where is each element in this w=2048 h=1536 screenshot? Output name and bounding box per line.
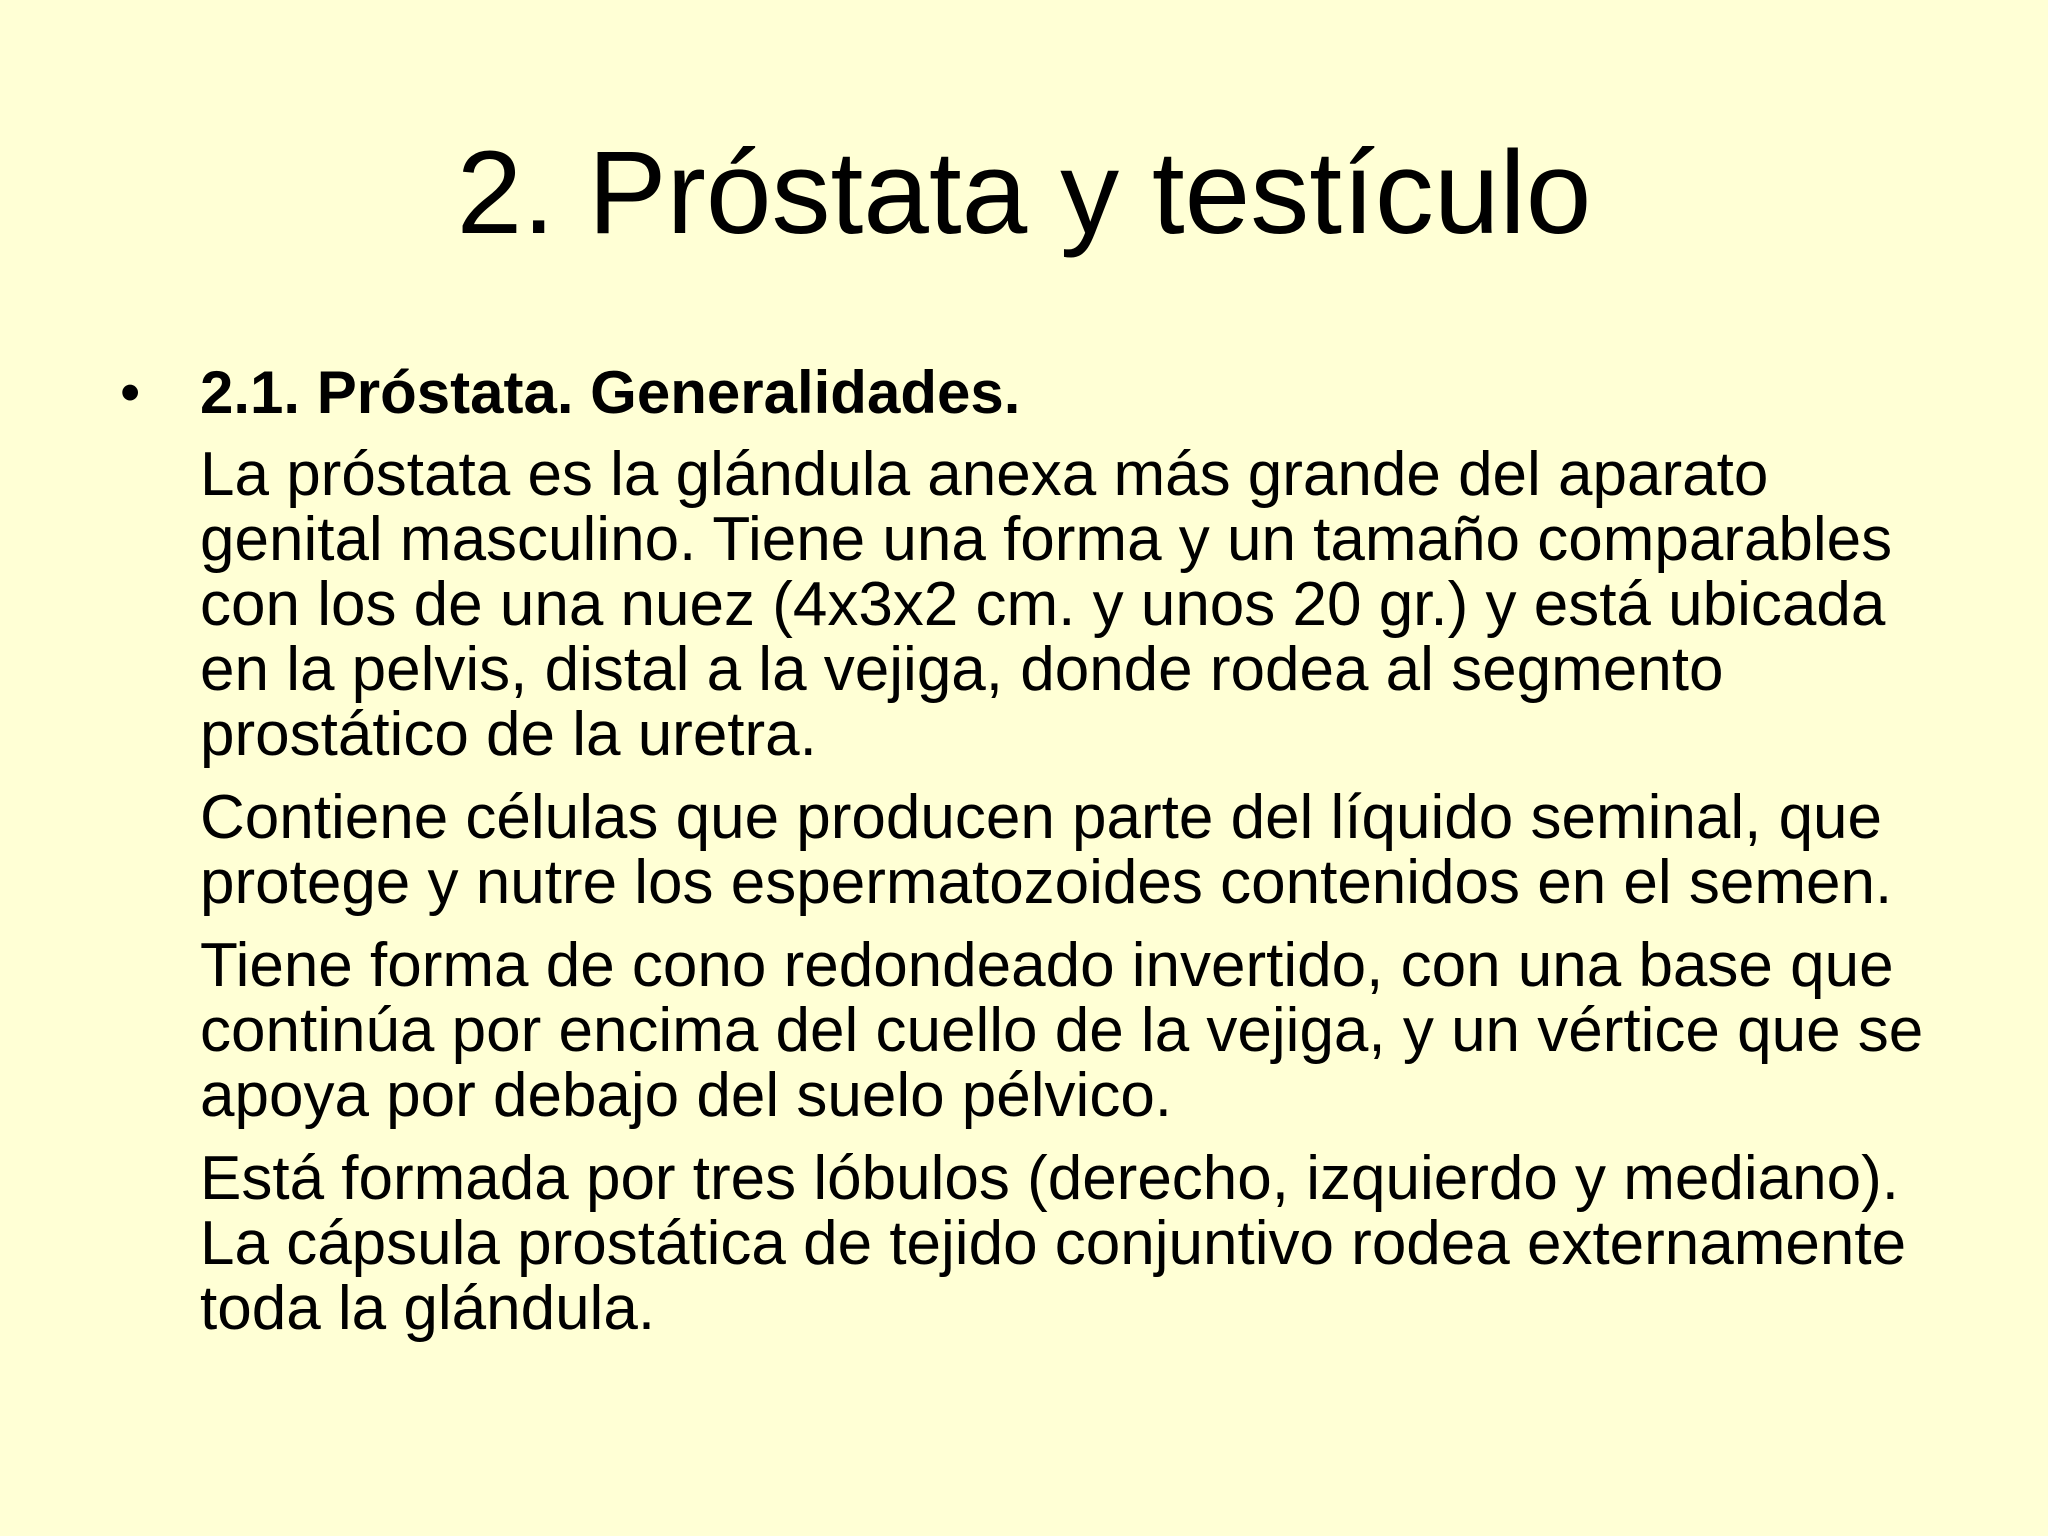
body-paragraph-2: Contiene células que producen parte del líquido seminal, que protege y nutre los espermatozoides contenidos en el semen. <box>200 783 1893 917</box>
body-paragraph-3: Tiene forma de cono redondeado invertido, con una base que continúa por encima del cuello de la vejiga, y un vértice que se apoya por debajo del suelo pélvico. <box>200 931 1924 1130</box>
bullet-item <box>120 360 1930 426</box>
body-paragraph-1: La próstata es la glándula anexa más grande del aparato genital masculino. Tiene una forma y un tamaño comparables con los de una nuez (4x3x2 cm. y unos 20 gr.) y está ubicada en la pelvis, distal a la vejiga, donde rodea al segmento prostático de la uretra. <box>200 440 1893 769</box>
section-heading: 2.1. Próstata. Generalidades. <box>200 359 1021 426</box>
body-paragraph-4: Está formada por tres lóbulos (derecho, izquierdo y mediano). La cápsula prostática de tejido conjuntivo rodea externamente toda la glándula. <box>200 1144 1907 1343</box>
bullet-icon: • <box>120 360 141 425</box>
slide-title: 2. Próstata y testículo <box>456 127 1592 259</box>
bullet-list <box>120 360 1930 1341</box>
